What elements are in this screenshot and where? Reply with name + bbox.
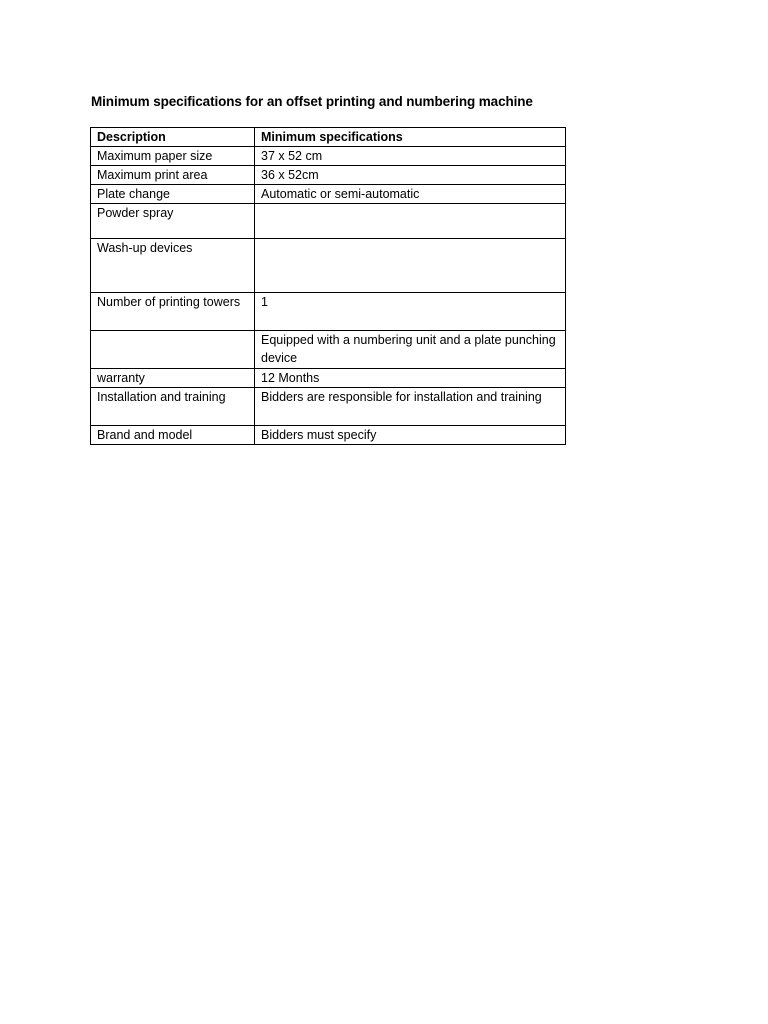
table-row [91, 185, 566, 204]
cell-spec: Bidders are responsible for installation and training [255, 388, 566, 426]
cell-spec: 1 [255, 293, 566, 331]
cell-description [91, 331, 255, 369]
table-header-row [91, 128, 566, 147]
cell-description: Installation and training [91, 388, 255, 426]
document-title: Minimum specifications for an offset printing and numbering machine [91, 94, 533, 109]
cell-description: Plate change [91, 185, 255, 204]
cell-spec: 12 Months [255, 369, 566, 388]
table-row [91, 331, 566, 369]
cell-description: Wash-up devices [91, 239, 255, 293]
cell-description: Powder spray [91, 204, 255, 239]
table-row [91, 204, 566, 239]
cell-spec: Automatic or semi-automatic [255, 185, 566, 204]
table-row [91, 388, 566, 426]
cell-spec: 36 x 52cm [255, 166, 566, 185]
cell-description: Maximum paper size [91, 147, 255, 166]
cell-description: Number of printing towers [91, 293, 255, 331]
cell-description: Brand and model [91, 426, 255, 445]
table-row [91, 426, 566, 445]
table-row [91, 293, 566, 331]
table-row [91, 239, 566, 293]
table-row [91, 166, 566, 185]
cell-spec: 37 x 52 cm [255, 147, 566, 166]
cell-description: warranty [91, 369, 255, 388]
cell-spec [255, 239, 566, 293]
table-row [91, 147, 566, 166]
cell-spec: Bidders must specify [255, 426, 566, 445]
header-minimum-specifications: Minimum specifications [255, 128, 566, 147]
header-description: Description [91, 128, 255, 147]
specifications-table [90, 127, 566, 445]
cell-spec [255, 204, 566, 239]
cell-description: Maximum print area [91, 166, 255, 185]
cell-spec: Equipped with a numbering unit and a plate punching device [255, 331, 566, 369]
table-row [91, 369, 566, 388]
